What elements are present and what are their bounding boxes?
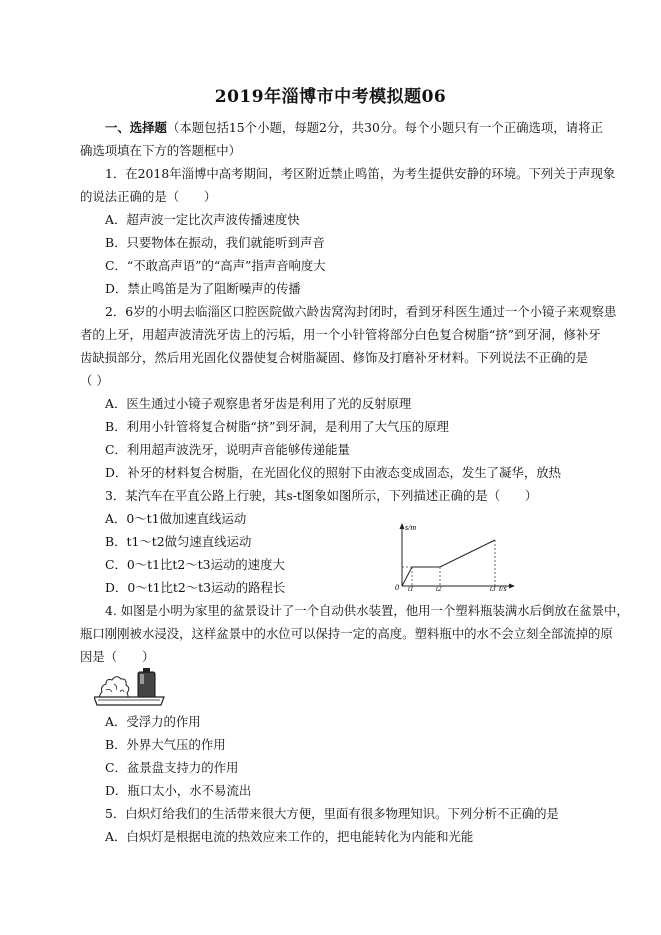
- st-graph-tick-t3: t3: [490, 585, 496, 592]
- q2-option-c: C．利用超声波洗牙，说明声音能够传递能量: [105, 442, 350, 457]
- st-graph-origin: 0: [395, 583, 399, 592]
- plant-waterer-illustration: [94, 668, 166, 706]
- q2-option-a: A．医生通过小镜子观察患者牙齿是利用了光的反射原理: [105, 396, 412, 411]
- st-graph-x-arrow: [509, 584, 515, 589]
- q4-option-a: A．受浮力的作用: [105, 714, 201, 729]
- q3-option-a: A．0～t1做加速直线运动: [105, 511, 247, 526]
- q1-option-c: C．“不敢高声语”的“高声”指声音响度大: [105, 258, 326, 273]
- section-intro-line2: 确选项填在下方的答题框中）: [80, 143, 242, 158]
- q2-stem-line2: 者的上牙，用超声波清洗牙齿上的污垢，用一个小针管将部分白色复合树脂“挤”到牙洞，修补牙: [80, 327, 601, 342]
- st-graph: [382, 520, 517, 592]
- q4-stem-line2: 瓶口刚刚被水浸没，这样盆景中的水位可以保持一定的高度。塑料瓶中的水不会立刻全部流掉的原: [80, 626, 613, 641]
- st-graph-y-arrow: [400, 523, 405, 529]
- q5-stem: 5．白炽灯给我们的生活带来很大方便，里面有很多物理知识。下列分析不正确的是: [105, 806, 559, 821]
- q2-stem-line1: 2．6岁的小明去临淄区口腔医院做六龄齿窝沟封闭时，看到牙科医生通过一个小镜子来观察患: [105, 304, 617, 319]
- st-graph-xlabel: t/s: [499, 584, 507, 592]
- q3-option-c: C．0～t1比t2～t3运动的速度大: [105, 557, 285, 572]
- q1-stem-line2: 的说法正确的是（ ）: [80, 189, 217, 204]
- q4-option-c: C．盆景盘支持力的作用: [105, 760, 239, 775]
- q2-stem-line4: （ ）: [80, 373, 109, 388]
- q4-option-b: B．外界大气压的作用: [105, 737, 226, 752]
- st-graph-ylabel: s/m: [405, 523, 417, 532]
- q2-option-b: B．利用小针管将复合树脂“挤”到牙洞，是利用了大气压的原理: [105, 419, 449, 434]
- q3-option-b: B．t1～t2做匀速直线运动: [105, 534, 252, 549]
- q1-option-b: B．只要物体在振动，我们就能听到声音: [105, 235, 325, 250]
- page-title: 2019年淄博市中考模拟题06: [214, 87, 447, 107]
- section-heading: 一、选择题: [105, 120, 167, 135]
- st-graph-tick-t1: t1: [408, 585, 414, 592]
- q4-option-d: D．瓶口太小，水不易流出: [105, 783, 252, 798]
- st-graph-tick-t2: t2: [436, 585, 442, 592]
- q1-option-a: A．超声波一定比次声波传播速度快: [105, 212, 300, 227]
- q2-option-d: D．补牙的材料复合树脂，在光固化仪的照射下由液态变成固态，发生了凝华，放热: [105, 465, 561, 480]
- q3-option-d: D．0～t1比t2～t3运动的路程长: [105, 580, 286, 595]
- q3-stem: 3．某汽车在平直公路上行驶，其s-t图象如图所示，下列描述正确的是（ ）: [105, 488, 538, 503]
- section-intro: [105, 120, 603, 136]
- st-graph-line: [402, 540, 495, 586]
- q1-option-d: D．禁止鸣笛是为了阻断噪声的传播: [105, 281, 301, 296]
- q1-stem-line1: 1．在2018年淄博中高考期间，考区附近禁止鸣笛，为考生提供安静的环境。下列关于声现象: [105, 166, 616, 181]
- q5-option-a: A．白炽灯是根据电流的热效应来工作的，把电能转化为内能和光能: [105, 829, 474, 844]
- q2-stem-line3: 齿缺损部分，然后用光固化仪器使复合树脂凝固、修饰及打磨补牙材料。下列说法不正确的是: [80, 350, 589, 365]
- q4-stem-line3: 因是（ ）: [80, 649, 155, 664]
- section-intro-line1: （本题包括15个小题，每题2分，共30分。每个小题只有一个正确选项，请将正: [166, 120, 603, 135]
- q4-stem-line1: 4. 如图是小明为家里的盆景设计了一个自动供水装置，他用一个塑料瓶装满水后倒放在盆景中，: [105, 603, 629, 618]
